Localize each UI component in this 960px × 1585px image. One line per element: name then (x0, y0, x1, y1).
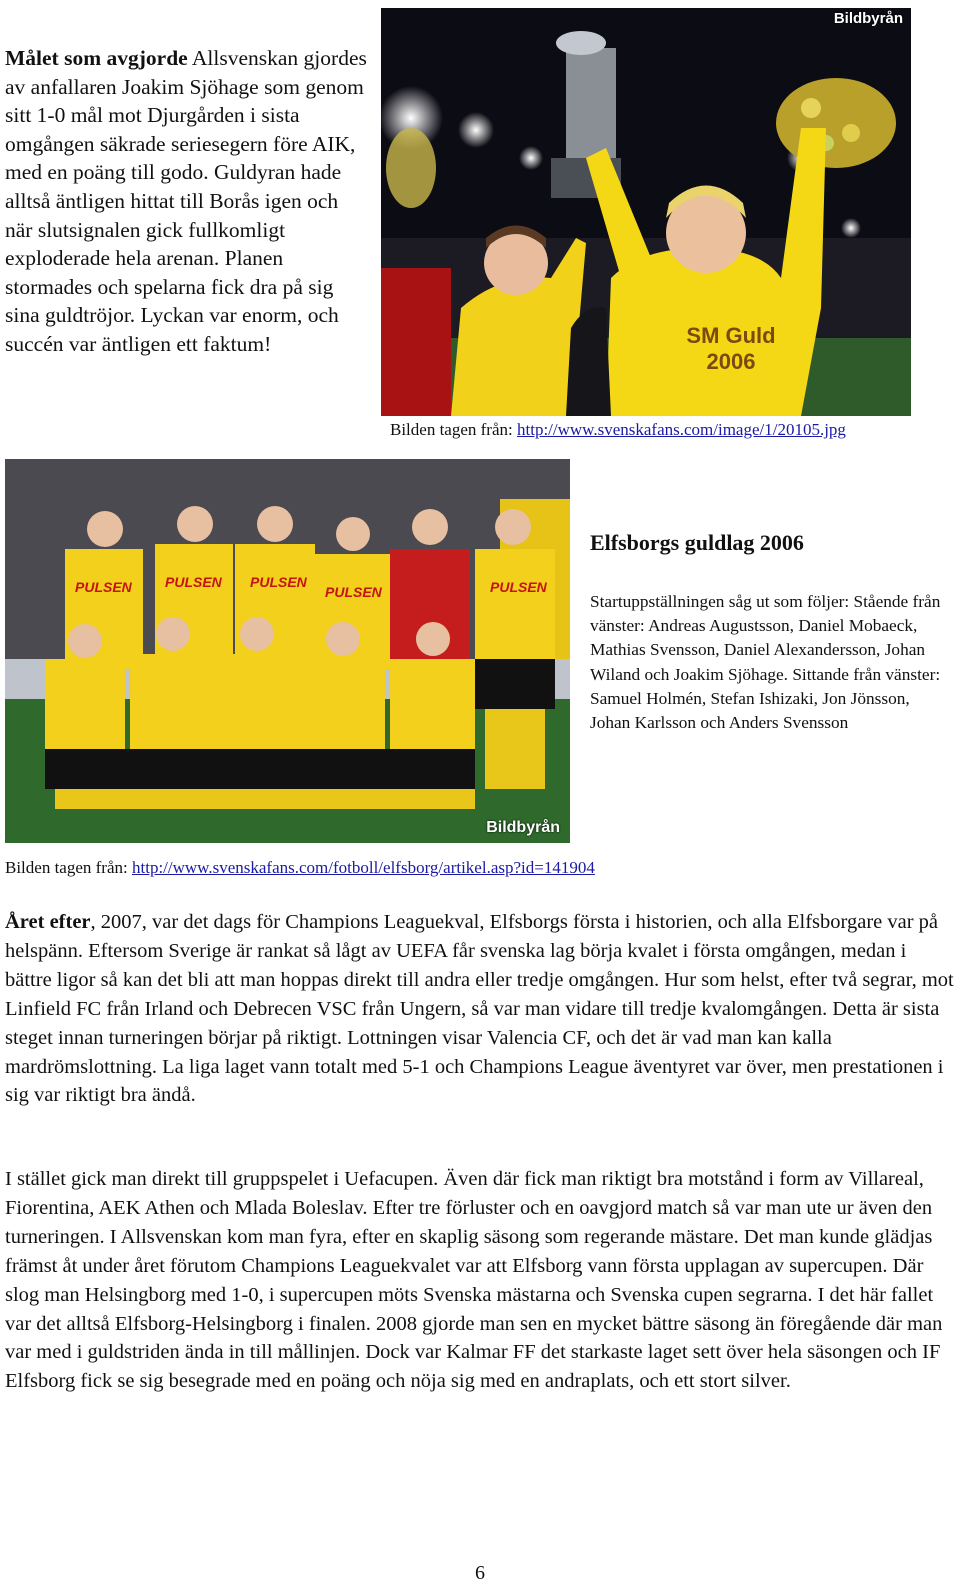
sponsor-logo-5: PULSEN (490, 579, 547, 595)
sponsor-logo-3: PULSEN (250, 574, 307, 590)
sponsor-logo-4: PULSEN (325, 584, 382, 600)
photo1-caption (390, 420, 846, 440)
photo1-jersey-text: SM Guld 2006 (686, 323, 776, 374)
intro-text: Allsvenskan gjordes av anfallaren Joakim Sjöhage som genom sitt 1-0 mål mot Djurgården i sista omgången säkrade seriesegern före AIK, med en poäng till godo. Guldyran hade alltså äntligen hittat till Borås igen och när slutsignalen gick fullkomligt exploderade hela arenan. Planen stormades och spelarna fick dra på sig sina guldtröjor. Lyckan var enorm, och succén var äntligen ett faktum! (5, 46, 367, 356)
paragraph-year-after (5, 908, 955, 1110)
page-number: 6 (475, 1562, 485, 1584)
intro-paragraph (5, 44, 367, 359)
team-caption-title: Elfsborgs guldlag 2006 (590, 530, 804, 555)
photo1-caption-prefix: Bilden tagen från: (390, 420, 517, 439)
team-photo-illustration (5, 459, 570, 843)
trophy-celebration-illustration (381, 8, 911, 416)
photo2-watermark: Bildbyrån (486, 819, 560, 836)
intro-lead: Målet som avgjorde (5, 46, 188, 70)
paragraph-uefa-cup: I stället gick man direkt till gruppspelet i Uefacupen. Även där fick man riktigt bra motstånd i form av Villareal, Fiorentina, AEK Athen och Mlada Boleslav. Efter tre förluster och en oavgjord match så var man ute ur även den turneringen. I Allsvenskan kom man fyra, efter en skaplig säsong som regerande mästare. Det man kunde glädjas främst åt under året förutom Champions Leaguekvalet var att Elfsborg vann första upplagan av supercupen. Där slog man Helsingborg med 1-0, i supercupen möts Svenska mästarna och Svenska cupen segrarna. I det här fallet var det alltså Elfsborg-Helsingborg i finalen. 2008 gjorde man sen en mycket bättre säsong än föregående där man var med i guldstriden ända in till mållinjen. Dock var Kalmar FF det starkaste laget sett över hela säsongen och IF Elfsborg fick se sig besegrade med en poäng och nöja sig med en andraplats, och ett stort silver. (5, 1168, 943, 1393)
photo1-watermark: Bildbyrån (833, 10, 903, 27)
photo2-source-link[interactable]: http://www.svenskafans.com/fotboll/elfsborg/artikel.asp?id=141904 (132, 858, 595, 877)
sponsor-logo-1: PULSEN (75, 579, 132, 595)
paragraph-year-after-text: , 2007, var det dags för Champions Leaguekval, Elfsborgs första i historien, och alla Elfsborgare var på helspänn. Eftersom Sverige är rankat så lågt av UEFA får svenska lag börja kvalet i första omgången, medan i bättre ligor så kan det bli att man hoppas direkt till andra eller tredje omgången. Hur som helst, efter två segrar, mot Linfield FC från Irland och Debrecen VSC från Ungern, så var man vidare till tredje kvalomgången. Detta är sista steget innan turneringen börjar på riktigt. Lottningen visar Valencia CF, och det är vad man kan kalla mardrömslottning. La liga laget vann totalt med 5-1 och Champions League äventyret var över, men prestationen i sig var riktigt bra ändå. (5, 911, 954, 1107)
trophy-celebration-photo (381, 8, 911, 416)
team-photo (5, 459, 570, 843)
sponsor-logo-2: PULSEN (165, 574, 222, 590)
photo2-caption (5, 858, 595, 878)
photo1-source-link[interactable]: http://www.svenskafans.com/image/1/20105.jpg (517, 420, 846, 439)
paragraph-year-after-lead: Året efter (5, 911, 91, 933)
photo2-caption-prefix: Bilden tagen från: (5, 858, 132, 877)
team-caption-description: Startuppställningen såg ut som följer: Stående från vänster: Andreas Augustsson, Daniel Mobaeck, Mathias Svensson, Daniel Alexandersson, Johan Wiland och Joakim Sjöhage. Sittande från vänster: Samuel Holmén, Stefan Ishizaki, Jon Jönsson, Johan Karlsson och Anders Svensson (590, 592, 941, 733)
